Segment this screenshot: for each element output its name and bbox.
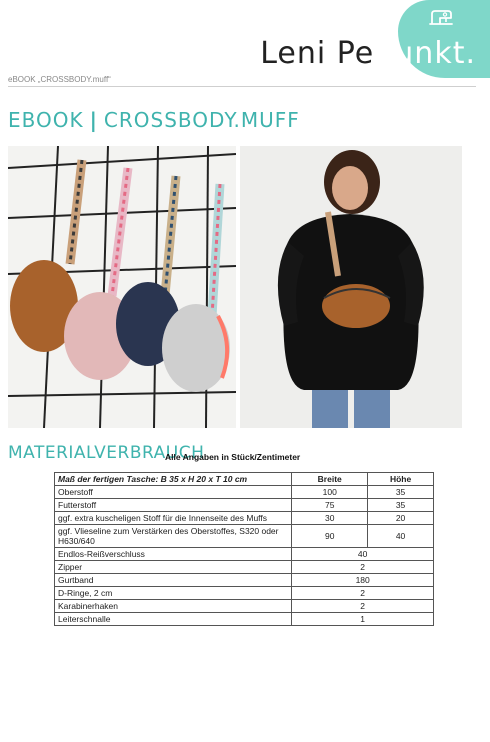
- row-label: ggf. extra kuscheligen Stoff für die Innenseite des Muffs: [55, 512, 292, 525]
- table-row: [55, 525, 434, 548]
- sewing-machine-icon: [426, 6, 456, 28]
- section-note: Alle Angaben in Stück/Zentimeter: [165, 452, 301, 462]
- row-value: 2: [292, 561, 434, 574]
- row-value: 2: [292, 600, 434, 613]
- title-right: CROSSBODY.MUFF: [103, 108, 300, 132]
- model-illustration: [240, 146, 462, 428]
- row-label: Zipper: [55, 561, 292, 574]
- row-value: 180: [292, 574, 434, 587]
- row-label: Leiterschnalle: [55, 613, 292, 626]
- table-row: [55, 613, 434, 626]
- material-table: [54, 472, 434, 626]
- row-hoehe: 35: [368, 499, 434, 512]
- brand-logo: [260, 36, 476, 71]
- table-row: [55, 574, 434, 587]
- header-cell-hoehe: Höhe: [368, 473, 434, 486]
- row-breite: 90: [292, 525, 368, 548]
- row-label: Karabinerhaken: [55, 600, 292, 613]
- row-breite: 100: [292, 486, 368, 499]
- title-separator: |: [89, 108, 98, 132]
- row-hoehe: 40: [368, 525, 434, 548]
- row-value: 2: [292, 587, 434, 600]
- title-left: EBOOK: [8, 108, 84, 132]
- row-label: Futterstoff: [55, 499, 292, 512]
- photo-bags-hanging: [8, 146, 236, 428]
- table-row: [55, 561, 434, 574]
- table-row: [55, 600, 434, 613]
- table-row: [55, 587, 434, 600]
- photo-model: [240, 146, 462, 428]
- header-divider: [8, 86, 476, 87]
- logo-part-1: Leni Pe: [260, 36, 375, 71]
- logo-part-2: punkt.: [374, 36, 476, 71]
- header-cell-breite: Breite: [292, 473, 368, 486]
- table-row: [55, 548, 434, 561]
- table-header-row: [55, 473, 434, 486]
- bags-illustration: [8, 146, 236, 428]
- row-label: Gurtband: [55, 574, 292, 587]
- row-label: Endlos-Reißverschluss: [55, 548, 292, 561]
- table-row: [55, 499, 434, 512]
- row-value: 1: [292, 613, 434, 626]
- table-row: [55, 512, 434, 525]
- page-title: [8, 108, 300, 132]
- row-breite: 30: [292, 512, 368, 525]
- header-cell-size: Maß der fertigen Tasche: B 35 x H 20 x T 10 cm: [55, 473, 292, 486]
- breadcrumb: eBOOK „CROSSBODY.muff“: [8, 75, 111, 84]
- row-label: D-Ringe, 2 cm: [55, 587, 292, 600]
- section-title-material: MATERIALVERBRAUCH: [8, 443, 205, 463]
- table-row: [55, 486, 434, 499]
- row-hoehe: 35: [368, 486, 434, 499]
- row-value: 40: [292, 548, 434, 561]
- row-breite: 75: [292, 499, 368, 512]
- row-hoehe: 20: [368, 512, 434, 525]
- row-label: Oberstoff: [55, 486, 292, 499]
- row-label: ggf. Vlieseline zum Verstärken des Oberstoffes, S320 oder H630/640: [55, 525, 292, 548]
